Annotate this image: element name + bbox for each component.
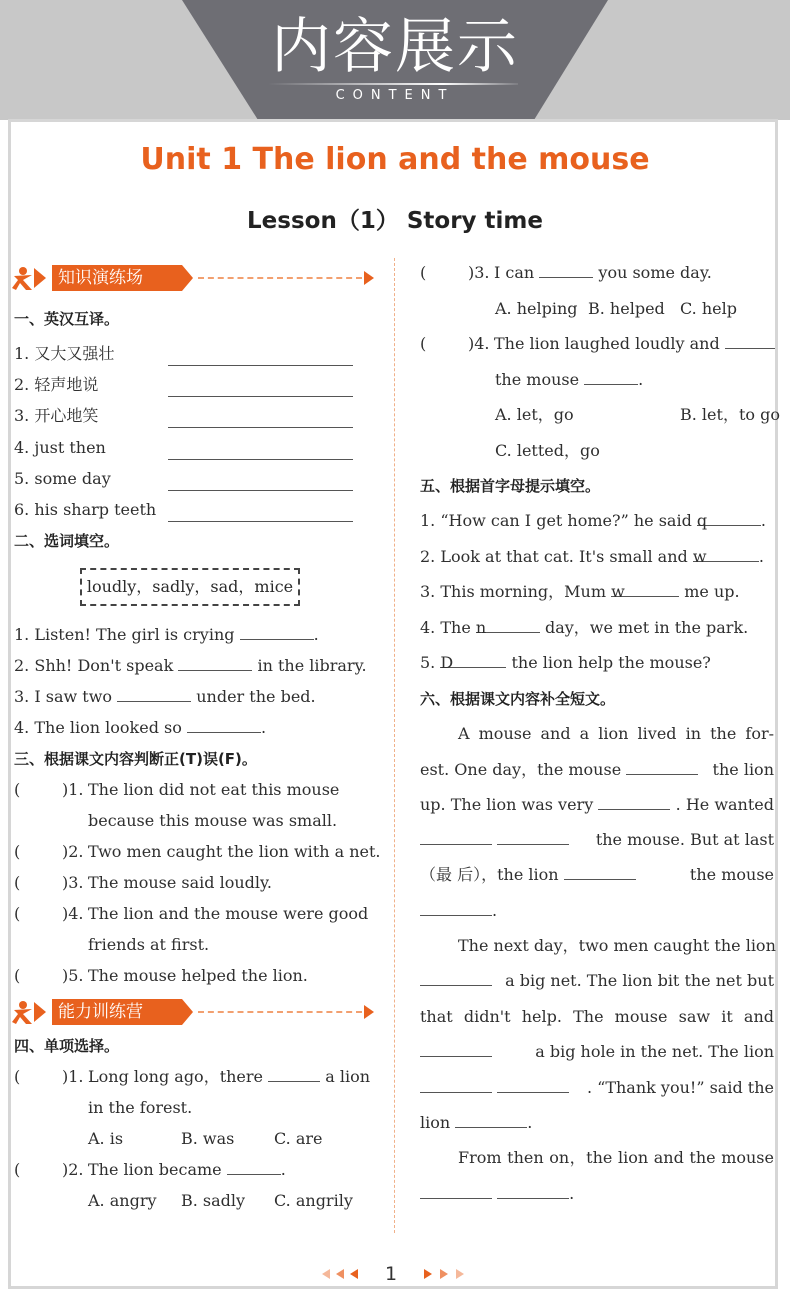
s4-q1-cont: in the forest. <box>88 1098 193 1117</box>
section2-heading: 二、选词填空。 <box>14 532 120 550</box>
lesson-title: Lesson（1） Story time <box>247 208 543 234</box>
blank[interactable] <box>497 1077 569 1093</box>
blank[interactable] <box>240 624 314 640</box>
prev-arrow-icon[interactable] <box>350 1269 358 1279</box>
s5-item-2: 2. Look at that cat. It's small and w . <box>420 547 764 566</box>
s2-item-3: 3. I saw two under the bed. <box>14 687 316 706</box>
blank[interactable] <box>117 686 191 702</box>
s3-item-1: ( )1. The lion did not eat this mouse <box>14 780 340 799</box>
s6-p2-line1: The next day，two men caught the lion <box>458 936 776 955</box>
unit-title: Unit 1 The lion and the mouse <box>140 142 650 177</box>
blank[interactable] <box>420 1183 492 1199</box>
paren[interactable]: ( <box>420 263 427 282</box>
word-bank: loudly，sadly，sad，mice <box>80 568 300 606</box>
blank[interactable] <box>227 1159 281 1175</box>
section4-heading: 四、单项选择。 <box>14 1037 120 1055</box>
s3-item-4: ( )4. The lion and the mouse were good <box>14 904 369 923</box>
s3-item-5: ( )5. The mouse helped the lion. <box>14 966 308 985</box>
paren[interactable]: ( <box>14 904 21 923</box>
s4-q4-opt-a[interactable]: A. let，go <box>495 405 574 424</box>
s1-item-2: 2. 轻声地说 <box>14 375 99 394</box>
s4-q1: ( )1. Long long ago，there a lion <box>14 1067 370 1086</box>
s6-p2-line2: a big net. The lion bit the net but <box>420 970 774 992</box>
answer-line[interactable] <box>168 365 353 366</box>
s1-item-3: 3. 开心地笑 <box>14 406 99 425</box>
section-tag-knowledge <box>12 263 370 293</box>
s6-p3-line1: From then on，the lion and the mouse <box>458 1148 774 1167</box>
blank[interactable] <box>455 1112 527 1128</box>
s4-q2-opt-b[interactable]: B. sadly <box>181 1191 246 1210</box>
s4-q1-opt-b[interactable]: B. was <box>181 1129 235 1148</box>
s2-item-1: 1. Listen! The girl is crying . <box>14 625 319 644</box>
paren[interactable]: ( <box>14 1067 21 1086</box>
blank[interactable] <box>564 864 636 880</box>
banner-divider <box>268 83 518 85</box>
s4-q3-opt-c[interactable]: C. help <box>680 299 737 318</box>
s6-p3-line2: . <box>420 1183 574 1205</box>
s4-q2: ( )2. The lion became . <box>14 1160 286 1179</box>
column-divider <box>394 258 395 1233</box>
blank[interactable] <box>420 970 492 986</box>
paren[interactable]: ( <box>14 873 21 892</box>
next-arrow-icon[interactable] <box>440 1269 448 1279</box>
section3-heading: 三、根据课文内容判断正(T)误(F)。 <box>14 750 257 768</box>
section5-heading: 五、根据首字母提示填空。 <box>420 477 601 495</box>
prev-arrow-icon[interactable] <box>336 1269 344 1279</box>
paren[interactable]: ( <box>14 1160 21 1179</box>
paren[interactable]: ( <box>14 966 21 985</box>
blank[interactable] <box>497 1183 569 1199</box>
s5-item-4: 4. The n day，we met in the park. <box>420 618 749 637</box>
banner-subtitle: CONTENT <box>335 88 455 103</box>
s1-item-5: 5. some day <box>14 469 111 488</box>
s4-q1-opt-a[interactable]: A. is <box>88 1129 124 1148</box>
blank[interactable] <box>420 900 492 916</box>
blank[interactable] <box>598 794 670 810</box>
blank[interactable] <box>584 369 638 385</box>
s3-item-1-cont: because this mouse was small. <box>88 811 338 830</box>
s4-q3-opt-b[interactable]: B. helped <box>588 299 665 318</box>
answer-line[interactable] <box>168 521 353 522</box>
answer-line[interactable] <box>168 427 353 428</box>
blank[interactable]: w <box>611 581 679 597</box>
blank[interactable] <box>420 1077 492 1093</box>
blank[interactable] <box>268 1066 320 1082</box>
tag-tip <box>182 265 193 291</box>
page-footer <box>0 1261 790 1287</box>
s6-p1-line3: up. The lion was very . He wanted <box>420 795 774 814</box>
answer-line[interactable] <box>168 396 353 397</box>
banner-title: 内容展示 <box>271 12 519 82</box>
s6-p2-line4: a big hole in the net. The lion <box>420 1041 774 1063</box>
s4-q2-opt-c[interactable]: C. angrily <box>274 1191 353 1210</box>
tag-label: 能力训练营 <box>52 999 182 1025</box>
blank[interactable]: w <box>693 546 759 562</box>
next-arrow-icon[interactable] <box>424 1269 432 1279</box>
paren[interactable]: ( <box>14 842 21 861</box>
s2-item-4: 4. The lion looked so . <box>14 718 267 737</box>
blank[interactable] <box>626 759 698 775</box>
s5-item-5: 5. D the lion help the mouse? <box>420 653 711 672</box>
s4-q3-opt-a[interactable]: A. helping <box>495 299 578 318</box>
s3-item-4-cont: friends at first. <box>88 935 210 954</box>
tag-dashline <box>198 277 362 279</box>
s6-p1-line6: . <box>420 900 497 922</box>
s3-item-3: ( )3. The mouse said loudly. <box>14 873 273 892</box>
s6-p2-line5: . “Thank you!” said the <box>420 1077 774 1099</box>
blank[interactable] <box>420 1041 492 1057</box>
blank[interactable]: n <box>476 617 540 633</box>
s4-q2-opt-a[interactable]: A. angry <box>88 1191 157 1210</box>
s1-item-1: 1. 又大又强壮 <box>14 344 115 363</box>
s3-item-2: ( )2. Two men caught the lion with a net. <box>14 842 381 861</box>
s6-p1-line5: （最 后），the lion the mouse <box>420 865 774 884</box>
s4-q4-opt-b[interactable]: B. let，to go <box>680 405 780 424</box>
blank[interactable]: D <box>440 652 506 668</box>
s6-p2-line3: that didn't help. The mouse saw it and <box>420 1007 774 1026</box>
s1-item-4: 4. just then <box>14 438 106 457</box>
blank[interactable] <box>420 829 492 845</box>
prev-arrow-icon[interactable] <box>322 1269 330 1279</box>
s4-q4-cont: the mouse . <box>495 370 644 389</box>
runner-icon <box>12 998 52 1026</box>
paren[interactable]: ( <box>420 334 427 353</box>
section-tag-ability <box>12 997 370 1027</box>
section1-heading: 一、英汉互译。 <box>14 310 120 328</box>
blank[interactable]: q <box>697 510 761 526</box>
answer-line[interactable] <box>168 459 353 460</box>
s6-p1-line4: the mouse. But at last <box>420 829 774 851</box>
s4-q3: ( )3. I can you some day. <box>420 263 712 282</box>
s5-item-3: 3. This morning，Mum w me up. <box>420 582 740 601</box>
blank[interactable] <box>497 829 569 845</box>
arrow-icon <box>364 271 374 285</box>
next-arrow-icon[interactable] <box>456 1269 464 1279</box>
tag-label: 知识演练场 <box>52 265 182 291</box>
s4-q1-opt-c[interactable]: C. are <box>274 1129 323 1148</box>
runner-icon <box>12 264 52 292</box>
blank[interactable] <box>187 717 261 733</box>
section6-heading: 六、根据课文内容补全短文。 <box>420 690 616 708</box>
tag-tip <box>182 999 193 1025</box>
s4-q4-opt-c[interactable]: C. letted，go <box>495 441 600 460</box>
s1-item-6: 6. his sharp teeth <box>14 500 157 519</box>
paren[interactable]: ( <box>14 780 21 799</box>
s6-p1-line2: est. One day，the mouse the lion <box>420 760 774 779</box>
arrow-icon <box>364 1005 374 1019</box>
s4-q4: ( )4. The lion laughed loudly and <box>420 333 775 355</box>
tag-dashline <box>198 1011 362 1013</box>
blank[interactable] <box>178 655 252 671</box>
blank[interactable] <box>539 262 593 278</box>
s2-item-2: 2. Shh! Don't speak in the library. <box>14 656 367 675</box>
page-number: 1 <box>384 1263 398 1285</box>
blank[interactable] <box>725 333 775 349</box>
s6-p2-line6: lion . <box>420 1113 533 1132</box>
answer-line[interactable] <box>168 490 353 491</box>
s6-p1-line1: A mouse and a lion lived in the for- <box>458 724 774 743</box>
s5-item-1: 1. “How can I get home?” he said q . <box>420 511 766 530</box>
